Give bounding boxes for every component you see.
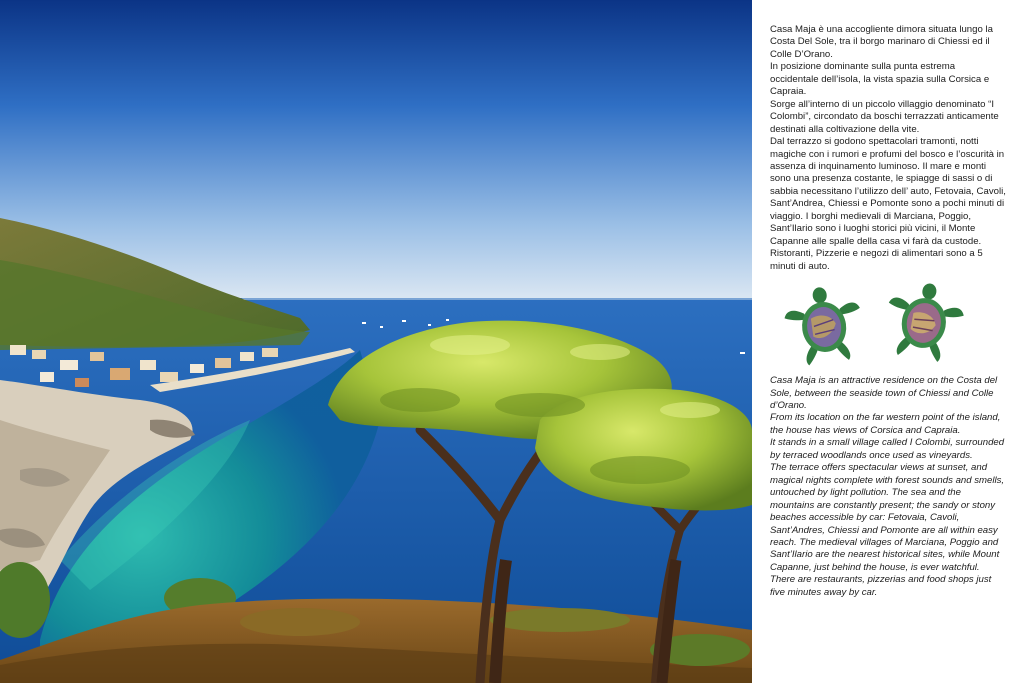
- italian-paragraph: In posizione dominante sulla punta estrema occidentale dell’isola, la vista spazia sulla Corsica e Capraia.: [770, 61, 990, 98]
- italian-text: [770, 24, 1006, 273]
- english-text: [770, 375, 1006, 599]
- italian-paragraph: Dal terrazzo si godono spettacolari tramonti, notti magiche con i rumori e profumi del bosco e l’oscurità in assenza di inquinamento luminoso. Il mare e monti sono una presenza costante, le spiagge di sassi o di sabbia necessitano l’utilizzo dell’ auto, Fetovaia, Cavoli, Sant’Andrea, Chiessi e Pomonte sono a pochi minuti di viaggio. I borghi medievali di Marciana, Poggio, Sant’Ilario sono i luoghi storici più vicini, il Monte Capanne alle spalle della casa vi farà da custode. Ristoranti, Pizzerie e negozi di alimentari sono a 5 minuti di auto.: [770, 136, 1006, 272]
- english-paragraph: It stands in a small village called I Colombi, surrounded by terraced woodlands once used as vineyards.: [770, 437, 1005, 461]
- english-paragraph: From its location on the far western point of the island, the house has views of Corsica and Capraia.: [770, 412, 1001, 436]
- italian-paragraph: Casa Maja è una accogliente dimora situata lungo la Costa Del Sole, tra il borgo marinaro di Chiessi ed il Colle D’Orano.: [770, 24, 993, 60]
- english-paragraph: Casa Maja is an attractive residence on the Costa del Sole, between the seaside town of Chiessi and Colle d’Orano.: [770, 375, 998, 411]
- turtle-decoration: [770, 285, 1006, 367]
- turtle-icon: [884, 281, 964, 363]
- english-paragraph: The terrace offers spectacular views at sunset, and magical nights complete with forest sounds and smells, untouched by light pollution. The sea and the mountains are constantly present; the sandy or stony beaches accessible by car: Fetovaia, Cavoli, Sant’Andres, Chiessi and Pomonte are all within easy reach. The medieval villages of Marciana, Poggio and Sant’Ilario are the nearest historical sites, while Mount Capanne, just behind the house, is ever watchful. There are restaurants, pizzerias and food shops just five minutes away by car.: [770, 462, 1005, 598]
- turtle-icon: [784, 285, 864, 367]
- text-column: [770, 24, 1006, 599]
- italian-paragraph: Sorge all’interno di un piccolo villaggio denominato “I Colombi”, circondato da boschi terrazzati anticamente destinati alla coltivazione della vite.: [770, 98, 999, 135]
